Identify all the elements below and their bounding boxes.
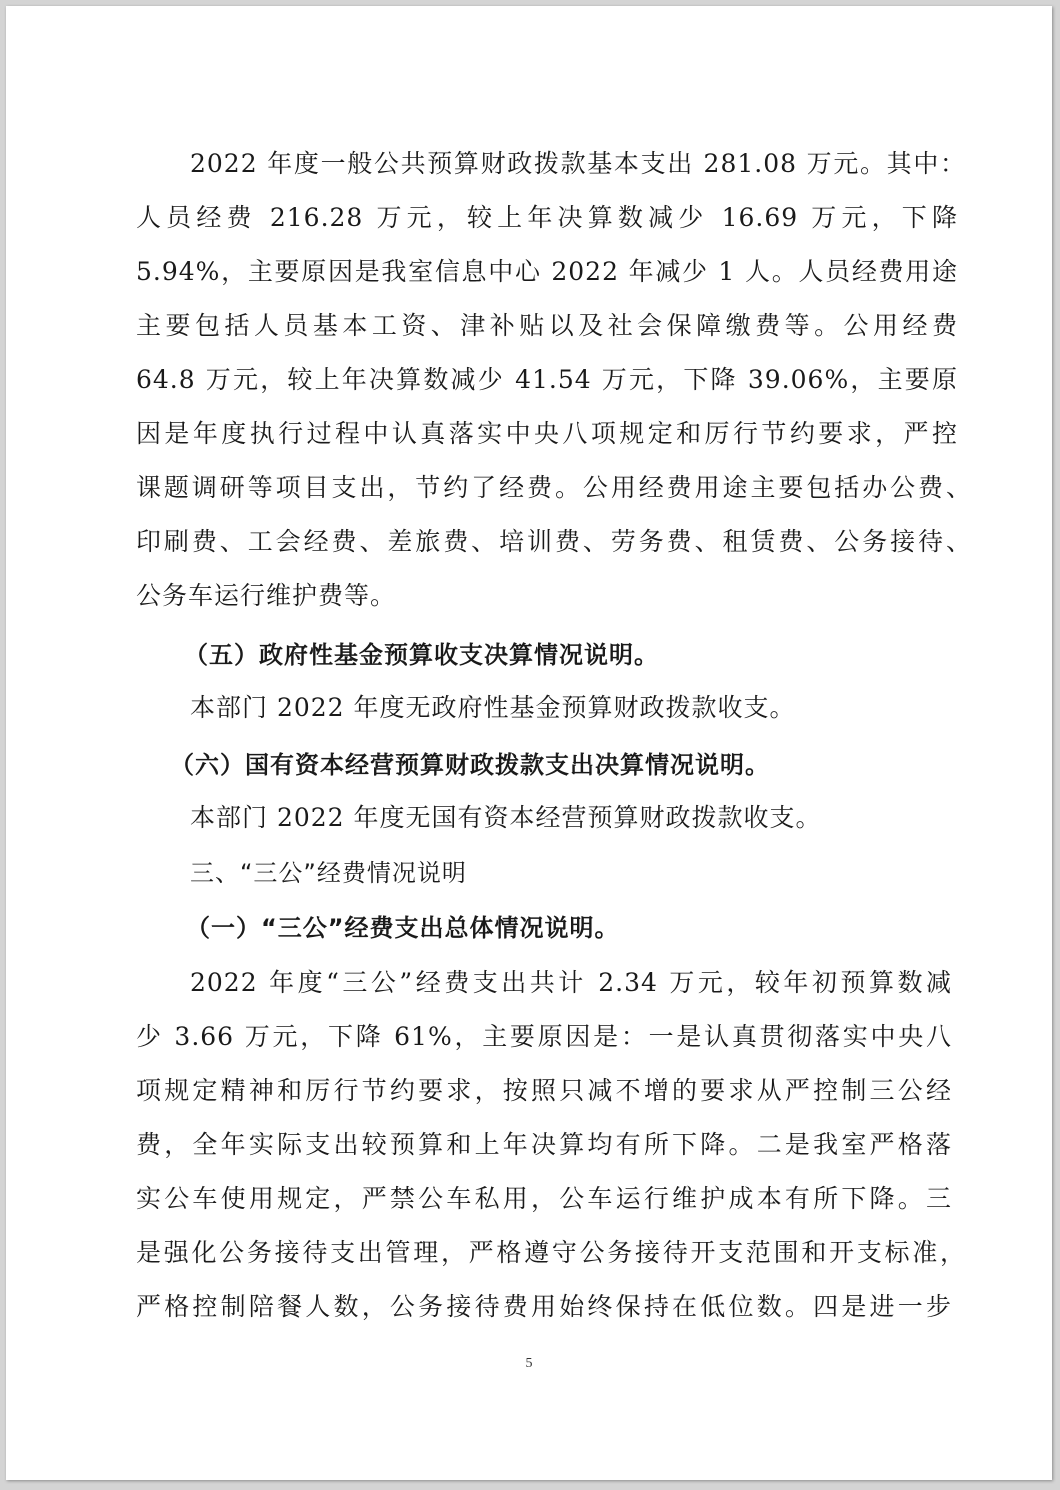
paragraph-government-fund: 本部门 2022 年度无政府性基金预算财政拨款收支。 [190,693,796,722]
paragraph-7-line-1: 2022 年度“三公”经费支出共计 2.34 万元，较年初预算数减 [190,968,952,997]
document-page [6,6,1052,1480]
heading-government-fund: （五）政府性基金预算收支决算情况说明。 [184,641,659,669]
paragraph-1-line-9: 公务车运行维护费等。 [136,581,397,610]
paragraph-7-line-2: 少 3.66 万元，下降 61%，主要原因是：一是认真贯彻落实中央八 [136,1022,952,1051]
paragraph-1-line-8: 印刷费、工会经费、差旅费、培训费、劳务费、租赁费、公务接待、 [136,527,972,556]
paragraph-state-capital: 本部门 2022 年度无国有资本经营预算财政拨款收支。 [190,803,822,832]
paragraph-1-line-2: 人员经费 216.28 万元，较上年决算数减少 16.69 万元，下降 [136,203,958,232]
paragraph-1-line-5: 64.8 万元，较上年决算数减少 41.54 万元，下降 39.06%，主要原 [136,365,958,394]
paragraph-1-line-4: 主要包括人员基本工资、津补贴以及社会保障缴费等。公用经费 [136,311,958,340]
paragraph-1-line-1: 2022 年度一般公共预算财政拨款基本支出 281.08 万元。其中： [190,149,966,178]
paragraph-1-line-3: 5.94%，主要原因是我室信息中心 2022 年减少 1 人。人员经费用途 [136,257,958,286]
section-3-heading: 三、“三公”经费情况说明 [190,859,467,887]
paragraph-1-line-6: 因是年度执行过程中认真落实中央八项规定和厉行节约要求，严控 [136,419,958,448]
paragraph-7-line-3: 项规定精神和厉行节约要求，按照只减不增的要求从严控制三公经 [136,1076,952,1105]
paragraph-7-line-7: 严格控制陪餐人数，公务接待费用始终保持在低位数。四是进一步 [136,1292,952,1321]
heading-state-capital: （六）国有资本经营预算财政拨款支出决算情况说明。 [170,751,770,779]
paragraph-7-line-5: 实公车使用规定，严禁公车私用，公车运行维护成本有所下降。三 [136,1184,952,1213]
paragraph-1-line-7: 课题调研等项目支出，节约了经费。公用经费用途主要包括办公费、 [136,473,972,502]
page-number: 5 [525,1356,533,1371]
paragraph-7-line-6: 是强化公务接待支出管理，严格遵守公务接待开支范围和开支标准， [136,1238,966,1267]
paragraph-7-line-4: 费，全年实际支出较预算和上年决算均有所下降。二是我室严格落 [136,1130,952,1159]
section-3-subheading-1: （一）“三公”经费支出总体情况说明。 [186,914,620,942]
